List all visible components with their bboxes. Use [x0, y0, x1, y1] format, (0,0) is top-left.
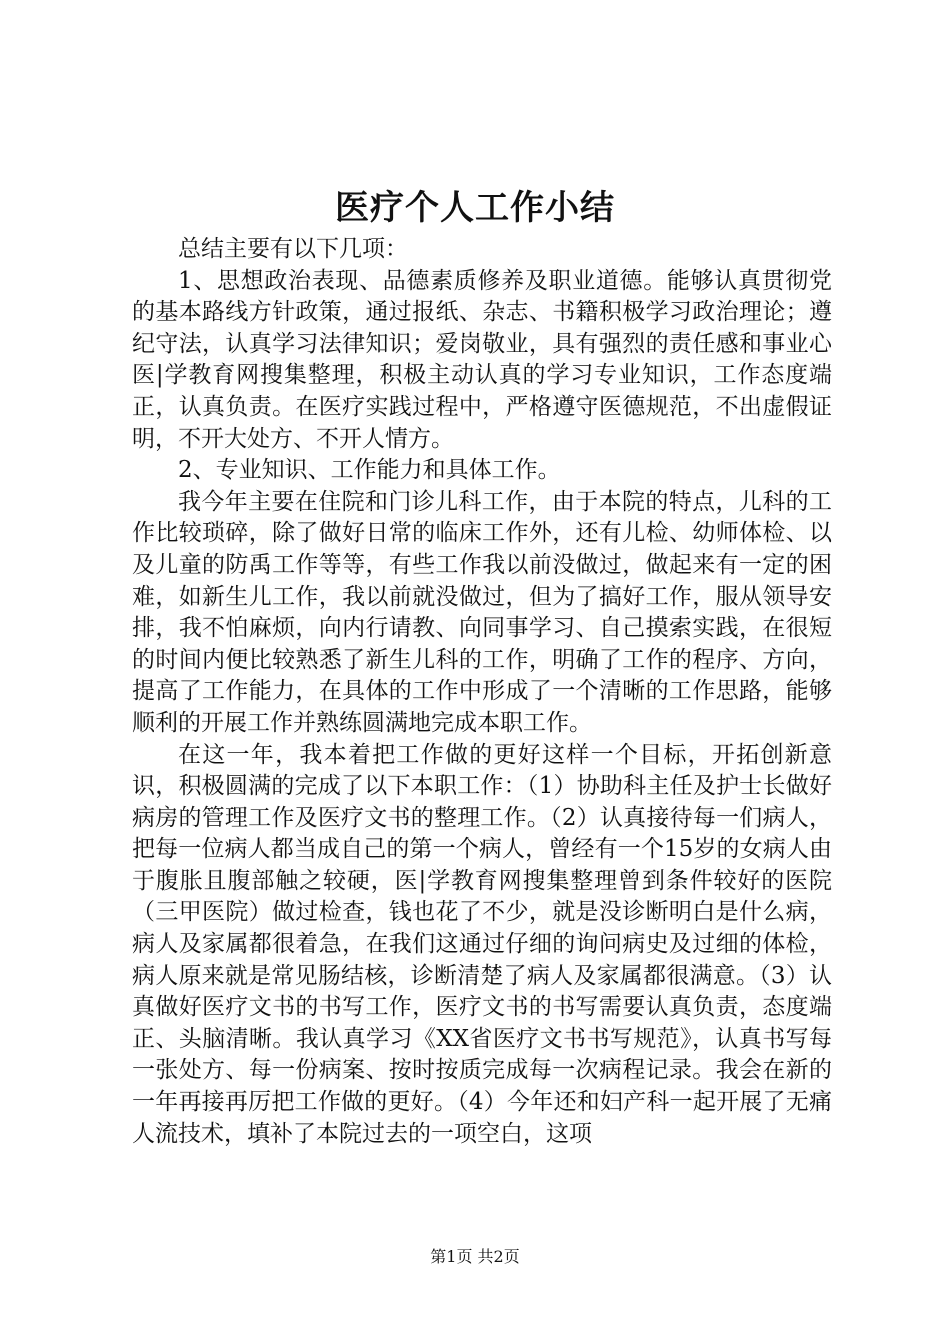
document-title: 医疗个人工作小结	[335, 188, 615, 228]
page-number: 第1页 共2页	[430, 1247, 520, 1266]
paragraph-annual-duties: 在这一年，我本着把工作做的更好这样一个目标，开拓创新意识，积极圆满的完成了以下本职工作：（1）协助科主任及护士长做好病房的管理工作及医疗文书的整理工作。（2）认真接待每一们病人，把每一位病人都当成自己的第一个病人，曾经有一个15岁的女病人由于腹胀且腹部触之较硬，医|学教育网搜集整理曾到条件较好的医院（三甲医院）做过检查，钱也花了不少，就是没诊断明白是什么病，病人及家属都很着急，在我们这通过仔细的询问病史及过细的体检，病人原来就是常见肠结核，诊断清楚了病人及家属都很满意。（3）认真做好医疗文书的书写工作，医疗文书的书写需要认真负责，态度端正、头脑清晰。我认真学习《XX省医疗文书书写规范》，认真书写每一张处方、每一份病案、按时按质完成每一次病程记录。我会在新的一年再接再厉把工作做的更好。（4）今年还和妇产科一起开展了无痛人流技术，填补了本院过去的一项空白，这项	[132, 741, 832, 1147]
intro-paragraph: 总结主要有以下几项：	[178, 236, 408, 262]
paragraph-political-conduct: 1、思想政治表现、品德素质修养及职业道德。能够认真贯彻党的基本路线方针政策，通过报纸、杂志、书籍积极学习政治理论；遵纪守法，认真学习法律知识；爱岗敬业，具有强烈的责任感和事业心医|学教育网搜集整理，积极主动认真的学习专业知识，工作态度端正，认真负责。在医疗实践过程中，严格遵守医德规范，不出虚假证明，不开大处方、不开人情方。	[132, 267, 832, 452]
document-body	[132, 234, 832, 1150]
paragraph-pediatrics-work: 我今年主要在住院和门诊儿科工作，由于本院的特点，儿科的工作比较琐碎，除了做好日常的临床工作外，还有儿检、幼师体检、以及儿童的防禹工作等等，有些工作我以前没做过，做起来有一定的困难，如新生儿工作，我以前就没做过，但为了搞好工作，服从领导安排，我不怕麻烦，向内行请教、向同事学习、自己摸索实践，在很短的时间内便比较熟悉了新生儿科的工作，明确了工作的程序、方向，提高了工作能力，在具体的工作中形成了一个清晰的工作思路，能够顺利的开展工作并熟练圆满地完成本职工作。	[132, 488, 832, 736]
paragraph-professional-heading: 2、专业知识、工作能力和具体工作。	[178, 457, 561, 484]
